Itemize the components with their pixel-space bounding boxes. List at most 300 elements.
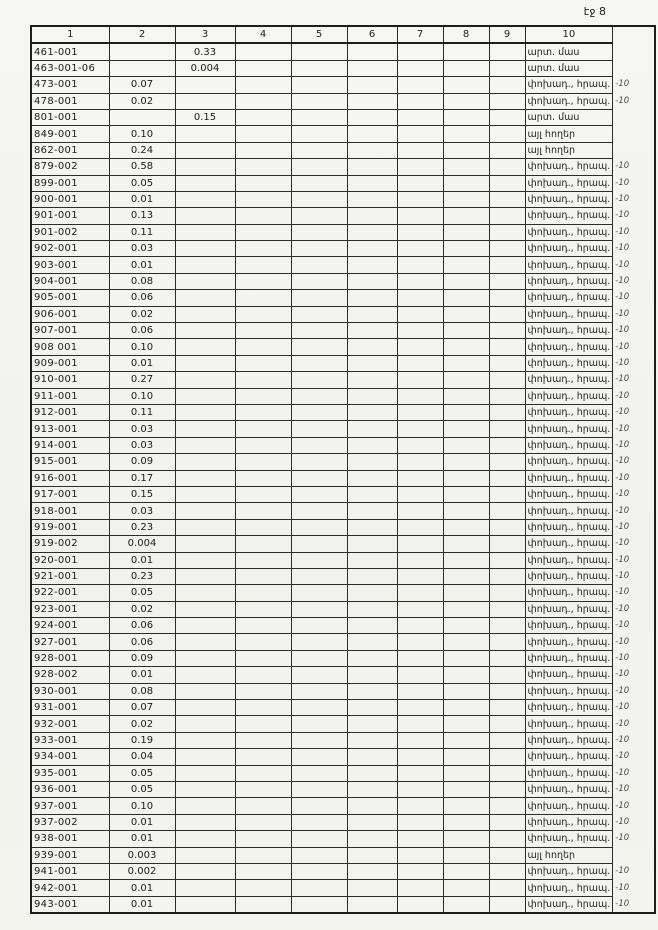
cell-label: փոխադ., հրապ. [525,896,613,913]
cell-label: փոխադ., հրապ. [525,519,613,535]
cell-col4 [235,306,291,322]
cell-col9 [489,355,525,371]
table-row [31,765,655,781]
margin-note: -10 [615,177,630,188]
margin-note: -10 [615,653,630,664]
cell-col4 [235,388,291,404]
cell-col3 [175,355,235,371]
cell-col8 [443,60,489,76]
cell-id: 917-001 [31,486,109,502]
cell-col4 [235,486,291,502]
cell-col9 [489,388,525,404]
cell-col4 [235,339,291,355]
margin-note [613,847,655,863]
cell-col2: 0.04 [109,749,175,765]
cell-col5 [291,421,347,437]
cell-id: 905-001 [31,290,109,306]
cell-col9 [489,404,525,420]
cell-col5 [291,470,347,486]
column-header-2: 2 [109,26,175,43]
cell-col3 [175,552,235,568]
cell-id: 938-001 [31,831,109,847]
cell-col7 [397,224,443,240]
cell-id: 911-001 [31,388,109,404]
cell-col2: 0.03 [109,421,175,437]
cell-col7 [397,60,443,76]
cell-col8 [443,388,489,404]
cell-col5 [291,618,347,634]
cell-col9 [489,77,525,93]
cell-id: 899-001 [31,175,109,191]
cell-id: 941-001 [31,863,109,879]
cell-id: 915-001 [31,454,109,470]
cell-id: 849-001 [31,126,109,142]
table-row [31,519,655,535]
cell-col4 [235,372,291,388]
cell-col9 [489,683,525,699]
cell-col5 [291,716,347,732]
cell-col8 [443,732,489,748]
cell-label: փոխադ., հրապ. [525,93,613,109]
cell-col8 [443,372,489,388]
margin-note: -10 [615,669,630,680]
cell-col3: 0.15 [175,109,235,125]
cell-col7 [397,503,443,519]
cell-col4 [235,175,291,191]
cell-col2: 0.09 [109,454,175,470]
cell-col8 [443,93,489,109]
cell-col6 [347,896,397,913]
cell-col9 [489,486,525,502]
cell-label: այլ հողեր [525,847,613,863]
cell-col6 [347,77,397,93]
table-row [31,486,655,502]
margin-note: -10 [615,308,630,319]
cell-col6 [347,503,397,519]
cell-label: այլ հողեր [525,142,613,158]
cell-col8 [443,486,489,502]
column-header-4: 4 [235,26,291,43]
cell-col8 [443,568,489,584]
cell-col2: 0.05 [109,585,175,601]
cell-col5 [291,437,347,453]
cell-col2: 0.002 [109,863,175,879]
cell-col4 [235,765,291,781]
cell-col6 [347,454,397,470]
cell-col2: 0.08 [109,273,175,289]
cell-id: 478-001 [31,93,109,109]
cell-col3 [175,880,235,896]
table-row [31,749,655,765]
cell-id: 934-001 [31,749,109,765]
cell-col7 [397,814,443,830]
cell-col2: 0.05 [109,765,175,781]
cell-col2: 0.05 [109,781,175,797]
cell-col6 [347,323,397,339]
cell-id: 933-001 [31,732,109,748]
cell-col6 [347,863,397,879]
cell-col8 [443,208,489,224]
cell-col6 [347,470,397,486]
cell-col8 [443,290,489,306]
cell-col5 [291,224,347,240]
cell-col2: 0.06 [109,634,175,650]
cell-col3 [175,618,235,634]
cell-col3 [175,503,235,519]
cell-col6 [347,700,397,716]
cell-col7 [397,306,443,322]
margin-note: -10 [615,554,630,565]
cell-col9 [489,618,525,634]
cell-col2: 0.19 [109,732,175,748]
cell-id: 461-001 [31,43,109,60]
cell-col7 [397,388,443,404]
cell-col3 [175,650,235,666]
cell-col3 [175,126,235,142]
cell-label: փոխադ., հրապ. [525,372,613,388]
cell-col3 [175,781,235,797]
cell-col3: 0.004 [175,60,235,76]
cell-col9 [489,323,525,339]
cell-col5 [291,126,347,142]
cell-col6 [347,372,397,388]
cell-col9 [489,339,525,355]
cell-col4 [235,191,291,207]
cell-col7 [397,585,443,601]
table-row [31,536,655,552]
table-row [31,454,655,470]
cell-col6 [347,536,397,552]
cell-col9 [489,831,525,847]
cell-col3 [175,388,235,404]
cell-col6 [347,224,397,240]
cell-label: փոխադ., հրապ. [525,159,613,175]
cell-col8 [443,109,489,125]
cell-col8 [443,847,489,863]
cell-col2: 0.17 [109,470,175,486]
cell-col4 [235,749,291,765]
cell-col8 [443,404,489,420]
cell-col2: 0.23 [109,568,175,584]
cell-id: 922-001 [31,585,109,601]
cell-col4 [235,257,291,273]
cell-col2 [109,60,175,76]
cell-col7 [397,109,443,125]
cell-col4 [235,126,291,142]
cell-col4 [235,798,291,814]
cell-col9 [489,847,525,863]
cell-col9 [489,60,525,76]
cell-col4 [235,93,291,109]
cell-col3 [175,241,235,257]
cell-col5 [291,93,347,109]
cell-col7 [397,454,443,470]
margin-note: -10 [615,751,630,762]
margin-note: -10 [615,702,630,713]
margin-note: -10 [615,210,630,221]
table-row [31,208,655,224]
margin-note: -10 [615,636,630,647]
cell-col5 [291,650,347,666]
cell-col7 [397,159,443,175]
cell-col7 [397,43,443,60]
cell-col6 [347,552,397,568]
cell-id: 943-001 [31,896,109,913]
margin-note: -10 [615,882,630,893]
cell-col9 [489,241,525,257]
cell-col6 [347,208,397,224]
cell-col5 [291,814,347,830]
table-row [31,650,655,666]
cell-col6 [347,388,397,404]
cell-label: փոխադ., հրապ. [525,208,613,224]
cell-col2: 0.03 [109,241,175,257]
cell-id: 919-002 [31,536,109,552]
margin-note: -10 [615,571,630,582]
cell-col7 [397,93,443,109]
margin-note: -10 [615,439,630,450]
cell-col5 [291,880,347,896]
cell-label: փոխադ., հրապ. [525,732,613,748]
cell-id: 942-001 [31,880,109,896]
cell-col3 [175,159,235,175]
margin-note: -10 [615,194,630,205]
cell-id: 463-001-06 [31,60,109,76]
cell-col6 [347,519,397,535]
cell-col4 [235,470,291,486]
cell-label: փոխադ., հրապ. [525,77,613,93]
cell-id: 935-001 [31,765,109,781]
table-row [31,814,655,830]
cell-col4 [235,536,291,552]
cell-col4 [235,863,291,879]
table-row [31,339,655,355]
cell-col8 [443,585,489,601]
table-row [31,716,655,732]
column-header-5: 5 [291,26,347,43]
cell-col6 [347,109,397,125]
cell-id: 921-001 [31,568,109,584]
margin-note: -10 [615,816,630,827]
cell-col4 [235,568,291,584]
cell-id: 879-002 [31,159,109,175]
cell-col9 [489,126,525,142]
table-row [31,847,655,863]
cell-col4 [235,77,291,93]
cell-col9 [489,585,525,601]
cell-label: փոխադ., հրապ. [525,781,613,797]
table-row [31,831,655,847]
cell-col7 [397,683,443,699]
cell-col7 [397,552,443,568]
cell-col5 [291,536,347,552]
column-header-3: 3 [175,26,235,43]
cell-col8 [443,536,489,552]
column-header-7: 7 [397,26,443,43]
cell-col3 [175,749,235,765]
cell-col4 [235,618,291,634]
table-row [31,896,655,913]
cell-col3 [175,634,235,650]
cell-col2: 0.02 [109,306,175,322]
cell-col8 [443,601,489,617]
table-row [31,323,655,339]
cell-col2: 0.23 [109,519,175,535]
cell-col7 [397,142,443,158]
cell-col2: 0.01 [109,831,175,847]
cell-col2: 0.07 [109,77,175,93]
margin-note: -10 [615,325,630,336]
margin-note: -10 [615,472,630,483]
header-row [31,26,655,43]
cell-col9 [489,814,525,830]
cell-col8 [443,880,489,896]
cell-col7 [397,257,443,273]
table-row [31,585,655,601]
cell-col8 [443,863,489,879]
table-row [31,781,655,797]
cell-col5 [291,323,347,339]
cell-col8 [443,650,489,666]
cell-label: փոխադ., հրապ. [525,700,613,716]
cell-col5 [291,404,347,420]
cell-col4 [235,109,291,125]
cell-id: 937-001 [31,798,109,814]
cell-col7 [397,863,443,879]
cell-col3 [175,536,235,552]
margin-note: -10 [615,259,630,270]
cell-col6 [347,486,397,502]
cell-col5 [291,847,347,863]
cell-id: 928-001 [31,650,109,666]
cell-col7 [397,208,443,224]
cell-label: փոխադ., հրապ. [525,863,613,879]
cell-col9 [489,306,525,322]
table-row [31,700,655,716]
table-row [31,175,655,191]
cell-col3 [175,798,235,814]
margin-note: -10 [615,603,630,614]
cell-col3: 0.33 [175,43,235,60]
cell-col6 [347,585,397,601]
table-row [31,618,655,634]
cell-col3 [175,863,235,879]
cell-col9 [489,765,525,781]
table-row [31,404,655,420]
cell-col3 [175,568,235,584]
cell-label: փոխադ., հրապ. [525,290,613,306]
cell-col4 [235,781,291,797]
cell-col5 [291,208,347,224]
cell-col7 [397,339,443,355]
cell-col6 [347,650,397,666]
cell-col7 [397,765,443,781]
cell-col4 [235,355,291,371]
cell-id: 937-002 [31,814,109,830]
cell-col7 [397,568,443,584]
cell-col8 [443,306,489,322]
cell-col4 [235,60,291,76]
cell-col9 [489,700,525,716]
cell-id: 919-001 [31,519,109,535]
cell-col9 [489,798,525,814]
cell-col6 [347,142,397,158]
cell-col4 [235,142,291,158]
cell-col3 [175,290,235,306]
cell-col7 [397,175,443,191]
cell-id: 918-001 [31,503,109,519]
table-row [31,372,655,388]
cell-col7 [397,749,443,765]
cell-col7 [397,847,443,863]
cell-col4 [235,519,291,535]
cell-col6 [347,60,397,76]
cell-col6 [347,437,397,453]
cell-col3 [175,404,235,420]
cell-col8 [443,437,489,453]
cell-label: փոխադ., հրապ. [525,568,613,584]
cell-col2: 0.10 [109,339,175,355]
cell-col2: 0.08 [109,683,175,699]
cell-col9 [489,175,525,191]
cell-col9 [489,290,525,306]
cell-col9 [489,716,525,732]
margin-note: -10 [615,423,630,434]
cell-col9 [489,93,525,109]
table-row [31,634,655,650]
table-row [31,109,655,125]
cell-col7 [397,880,443,896]
margin-note [613,43,655,60]
cell-col5 [291,781,347,797]
cell-col8 [443,814,489,830]
cell-label: փոխադ., հրապ. [525,404,613,420]
cell-id: 903-001 [31,257,109,273]
cell-col8 [443,273,489,289]
cell-id: 939-001 [31,847,109,863]
cell-col5 [291,585,347,601]
margin-note: -10 [615,358,630,368]
cell-col2: 0.003 [109,847,175,863]
cell-col5 [291,191,347,207]
cell-col4 [235,700,291,716]
cell-col7 [397,519,443,535]
cell-col3 [175,208,235,224]
cell-label: փոխադ., հրապ. [525,224,613,240]
cell-col5 [291,798,347,814]
table-row [31,863,655,879]
cell-col6 [347,781,397,797]
cell-label: փոխադ., հրապ. [525,552,613,568]
cell-col3 [175,437,235,453]
cell-id: 904-001 [31,273,109,289]
cell-id: 910-001 [31,372,109,388]
cell-id: 908 001 [31,339,109,355]
margin-note [613,142,655,158]
cell-col6 [347,601,397,617]
cell-col5 [291,142,347,158]
cell-col3 [175,486,235,502]
cell-col5 [291,355,347,371]
cell-col5 [291,831,347,847]
cell-col4 [235,437,291,453]
cell-col5 [291,241,347,257]
cell-label: փոխադ., հրապ. [525,470,613,486]
cell-col8 [443,470,489,486]
table-row [31,421,655,437]
cell-col6 [347,241,397,257]
cell-col2: 0.03 [109,503,175,519]
